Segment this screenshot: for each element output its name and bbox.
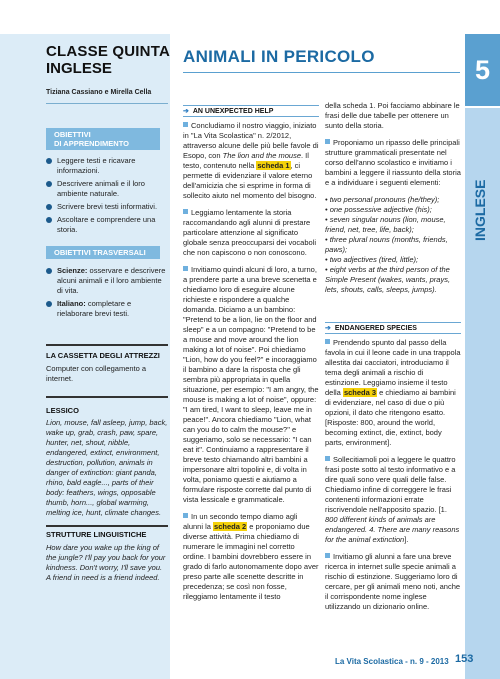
bullet-icon bbox=[46, 158, 52, 164]
authors: Tiziana Cassiano e Mirella Cella bbox=[46, 89, 152, 96]
paragraph: Proponiamo un ripasso delle principali strutture grammaticali presentate nel corso dell'anno scolastico e invitiamo i bambini a leggere il riassunto della storia e a individuare i seguenti elementi: bbox=[325, 138, 461, 187]
list-item: Descrivere animali e il loro ambiente naturale. bbox=[46, 179, 168, 199]
section-heading: ➔ AN UNEXPECTED HELP bbox=[183, 105, 319, 117]
paragraph: Invitiamo quindi alcuni di loro, a turno, a prendere parte a una breve scenetta e chiediamo loro di eseguire alcune richieste e rispondere a qualche domanda. Diciamo a un bambino: "Pretend to be a lion, lie on the floor and sleep" e a un compagno: "Pretend to be a mouse and move around the lion making a lot of noise". Poi chiediamo "Lion, how do you feel?" e incoraggiamo il bambino a dare la risposta che gli sembra più appropriata in quella situazione, per esempio: "I am angry, the mouse is making a lot of noise", oppure: "I am tired, I want to sleep, leave me in peace!". Ancora chiediamo "Lion, what can you do to calm the mouse?" e suggeriamo, solo se necessario: "I can eat it". Continuiamo a rappresentare il breve testo chiamando altri bambini a impersonare altri topolini e, di volta in volta, poniamo questi e aiutiamo a formulare risposte corrette dal punto di vista lessicale e grammaticale. bbox=[183, 265, 319, 504]
list-item: Scrivere brevi testi informativi. bbox=[46, 202, 168, 212]
structures-heading: STRUTTURE LINGUISTICHE bbox=[46, 530, 147, 539]
arrow-right-icon: ➔ bbox=[325, 325, 331, 332]
bullet-icon bbox=[46, 204, 52, 210]
list-item: Scienze: osservare e descrivere alcuni animali e il loro ambiente di vita. bbox=[46, 266, 168, 296]
sidebar-divider bbox=[46, 103, 168, 104]
page-number: 153 bbox=[455, 653, 474, 665]
tools-heading: LA CASSETTA DEGLI ATTREZZI bbox=[46, 351, 160, 360]
paragraph: Leggiamo lentamente la storia raccomandando agli alunni di prestare particolare attenzione al significato globale senza preoccuparsi dei vocaboli che non capiscono o non conoscono. bbox=[183, 208, 317, 257]
square-bullet-icon bbox=[325, 339, 330, 344]
column-right bbox=[325, 101, 461, 301]
list-item: • eight verbs at the third person of the Simple Present (wakes, wants, prays, lets, shouts, calls, sleeps, jumps). bbox=[325, 265, 451, 294]
arrow-right-icon: ➔ bbox=[183, 108, 189, 115]
list-item: • three plural nouns (months, friends, paws); bbox=[325, 235, 448, 254]
bullet-icon bbox=[46, 268, 52, 274]
class-title: CLASSE QUINTA bbox=[46, 43, 170, 60]
lexicon-heading: LESSICO bbox=[46, 406, 79, 415]
cross-objectives-list bbox=[46, 266, 168, 322]
list-item: Italiano: completare e rielaborare brevi testi. bbox=[46, 299, 168, 319]
sidebar-divider bbox=[46, 344, 168, 346]
page-title: ANIMALI IN PERICOLO bbox=[183, 47, 375, 66]
paragraph: della scheda 1. Poi facciamo abbinare le frasi delle due tabelle per ottenere un sunto della storia. bbox=[325, 101, 460, 130]
cross-objectives-label: OBIETTIVI TRASVERSALI bbox=[46, 246, 160, 259]
bullet-icon bbox=[46, 181, 52, 187]
lexicon-text: Lion, mouse, fall asleep, jump, back, wake up, grab, crash, paw, spare, hunter, net, shout, nibble, endangered, extinct, environment, destruction, pollution, animals in danger of extinction: giant panda, rhino, bald eagle..., parts of their body: feathers, wings, opposable thumb, horn..., global warming, melting ice, hunt, climate changes. bbox=[46, 418, 168, 517]
list-item: Leggere testi e ricavare informazioni. bbox=[46, 156, 168, 176]
square-bullet-icon bbox=[183, 266, 188, 271]
sidebar-divider bbox=[46, 396, 168, 398]
subject-title: INGLESE bbox=[46, 60, 112, 77]
list-item: • two adjectives (tired, little); bbox=[325, 255, 419, 264]
structures-text: How dare you wake up the king of the jungle? I'll pay you back for your kindness. Don't worry, I'll save you. A friend in need is a friend indeed. bbox=[46, 543, 166, 582]
list-item: • two personal pronouns (he/they); bbox=[325, 195, 440, 204]
list-item: • one possessive adjective (his); bbox=[325, 205, 432, 214]
unit-number-tab: 5 bbox=[465, 34, 500, 106]
square-bullet-icon bbox=[325, 553, 330, 558]
list-item: • seven singular nouns (lion, mouse, friend, net, tree, life, back); bbox=[325, 215, 446, 234]
paragraph: In un secondo tempo diamo agli alunni la scheda 2 e proponiamo due diverse attività. Prima chiediamo di numerare le immagini nel corretto ordine. I bambini dovrebbero essere in grado di farlo autonomamente dopo aver preso parte alle scenette descritte in precedenza; se così non fosse, rileggiamo lentamente il testo bbox=[183, 512, 319, 601]
title-divider bbox=[183, 72, 460, 73]
paragraph: Invitiamo gli alunni a fare una breve ricerca in internet sulle specie animali a rischio di estinzione. Suggeriamo loro di cercare, per gli animali meno noti, anche il corrispondente nome inglese utilizzando un dizionario online. bbox=[325, 552, 461, 611]
column-left bbox=[183, 121, 319, 609]
list-item: Ascoltare e comprendere una storia. bbox=[46, 215, 168, 235]
bullet-icon bbox=[46, 301, 52, 307]
sidebar-top-band bbox=[0, 0, 170, 34]
tools-text: Computer con collegamento a internet. bbox=[46, 364, 147, 383]
sidebar-divider bbox=[46, 525, 168, 527]
objectives-list bbox=[46, 156, 168, 238]
paragraph: Sollecitiamoli poi a leggere le quattro frasi poste sotto al testo informativo e a dire quali sono vere quali delle false. Chiediamo infine di correggere le frasi contenenti informazioni errate riscrivendole nell'apposito spazio. [1. 800 different kinds of animals are endangered. 4. There are many reasons for the animal extinction]. bbox=[325, 455, 460, 544]
square-bullet-icon bbox=[183, 513, 188, 518]
bullet-icon bbox=[46, 217, 52, 223]
square-bullet-icon bbox=[183, 122, 188, 127]
grammar-list bbox=[325, 195, 461, 295]
subject-tab-label: INGLESE bbox=[472, 179, 488, 241]
objectives-label: OBIETTIVI DI APPRENDIMENTO bbox=[46, 128, 160, 150]
footer-publication: La Vita Scolastica - n. 9 - 2013 bbox=[335, 657, 449, 666]
column-right-lower bbox=[325, 338, 461, 619]
paragraph: Prendendo spunto dal passo della favola in cui il leone cade in una trappola allestita dai cacciatori, introduciamo il tema degli animali a rischio di estinzione. Leggiamo insieme il testo della scheda 3 e chiediamo ai bambini di evidenziare, nel caso di due o più opzioni, il dato che ritengono esatto. [Risposte: 800, around the world, becoming extinct, die, extinct, body parts, environment]. bbox=[325, 338, 461, 447]
section-heading: ➔ ENDANGERED SPECIES bbox=[325, 322, 461, 334]
square-bullet-icon bbox=[183, 209, 188, 214]
square-bullet-icon bbox=[325, 139, 330, 144]
square-bullet-icon bbox=[325, 456, 330, 461]
paragraph: Concludiamo il nostro viaggio, iniziato in "La Vita Scolastica" n. 2/2012, attraverso alcune delle più belle favole di Esopo, con The lion and the mouse. Il testo, contenuto nella scheda 1, ci permette di evidenziare il valore eterno dell'amicizia che si esprime in forma di sollecito aiuto nel momento del bisogno. bbox=[183, 121, 319, 200]
